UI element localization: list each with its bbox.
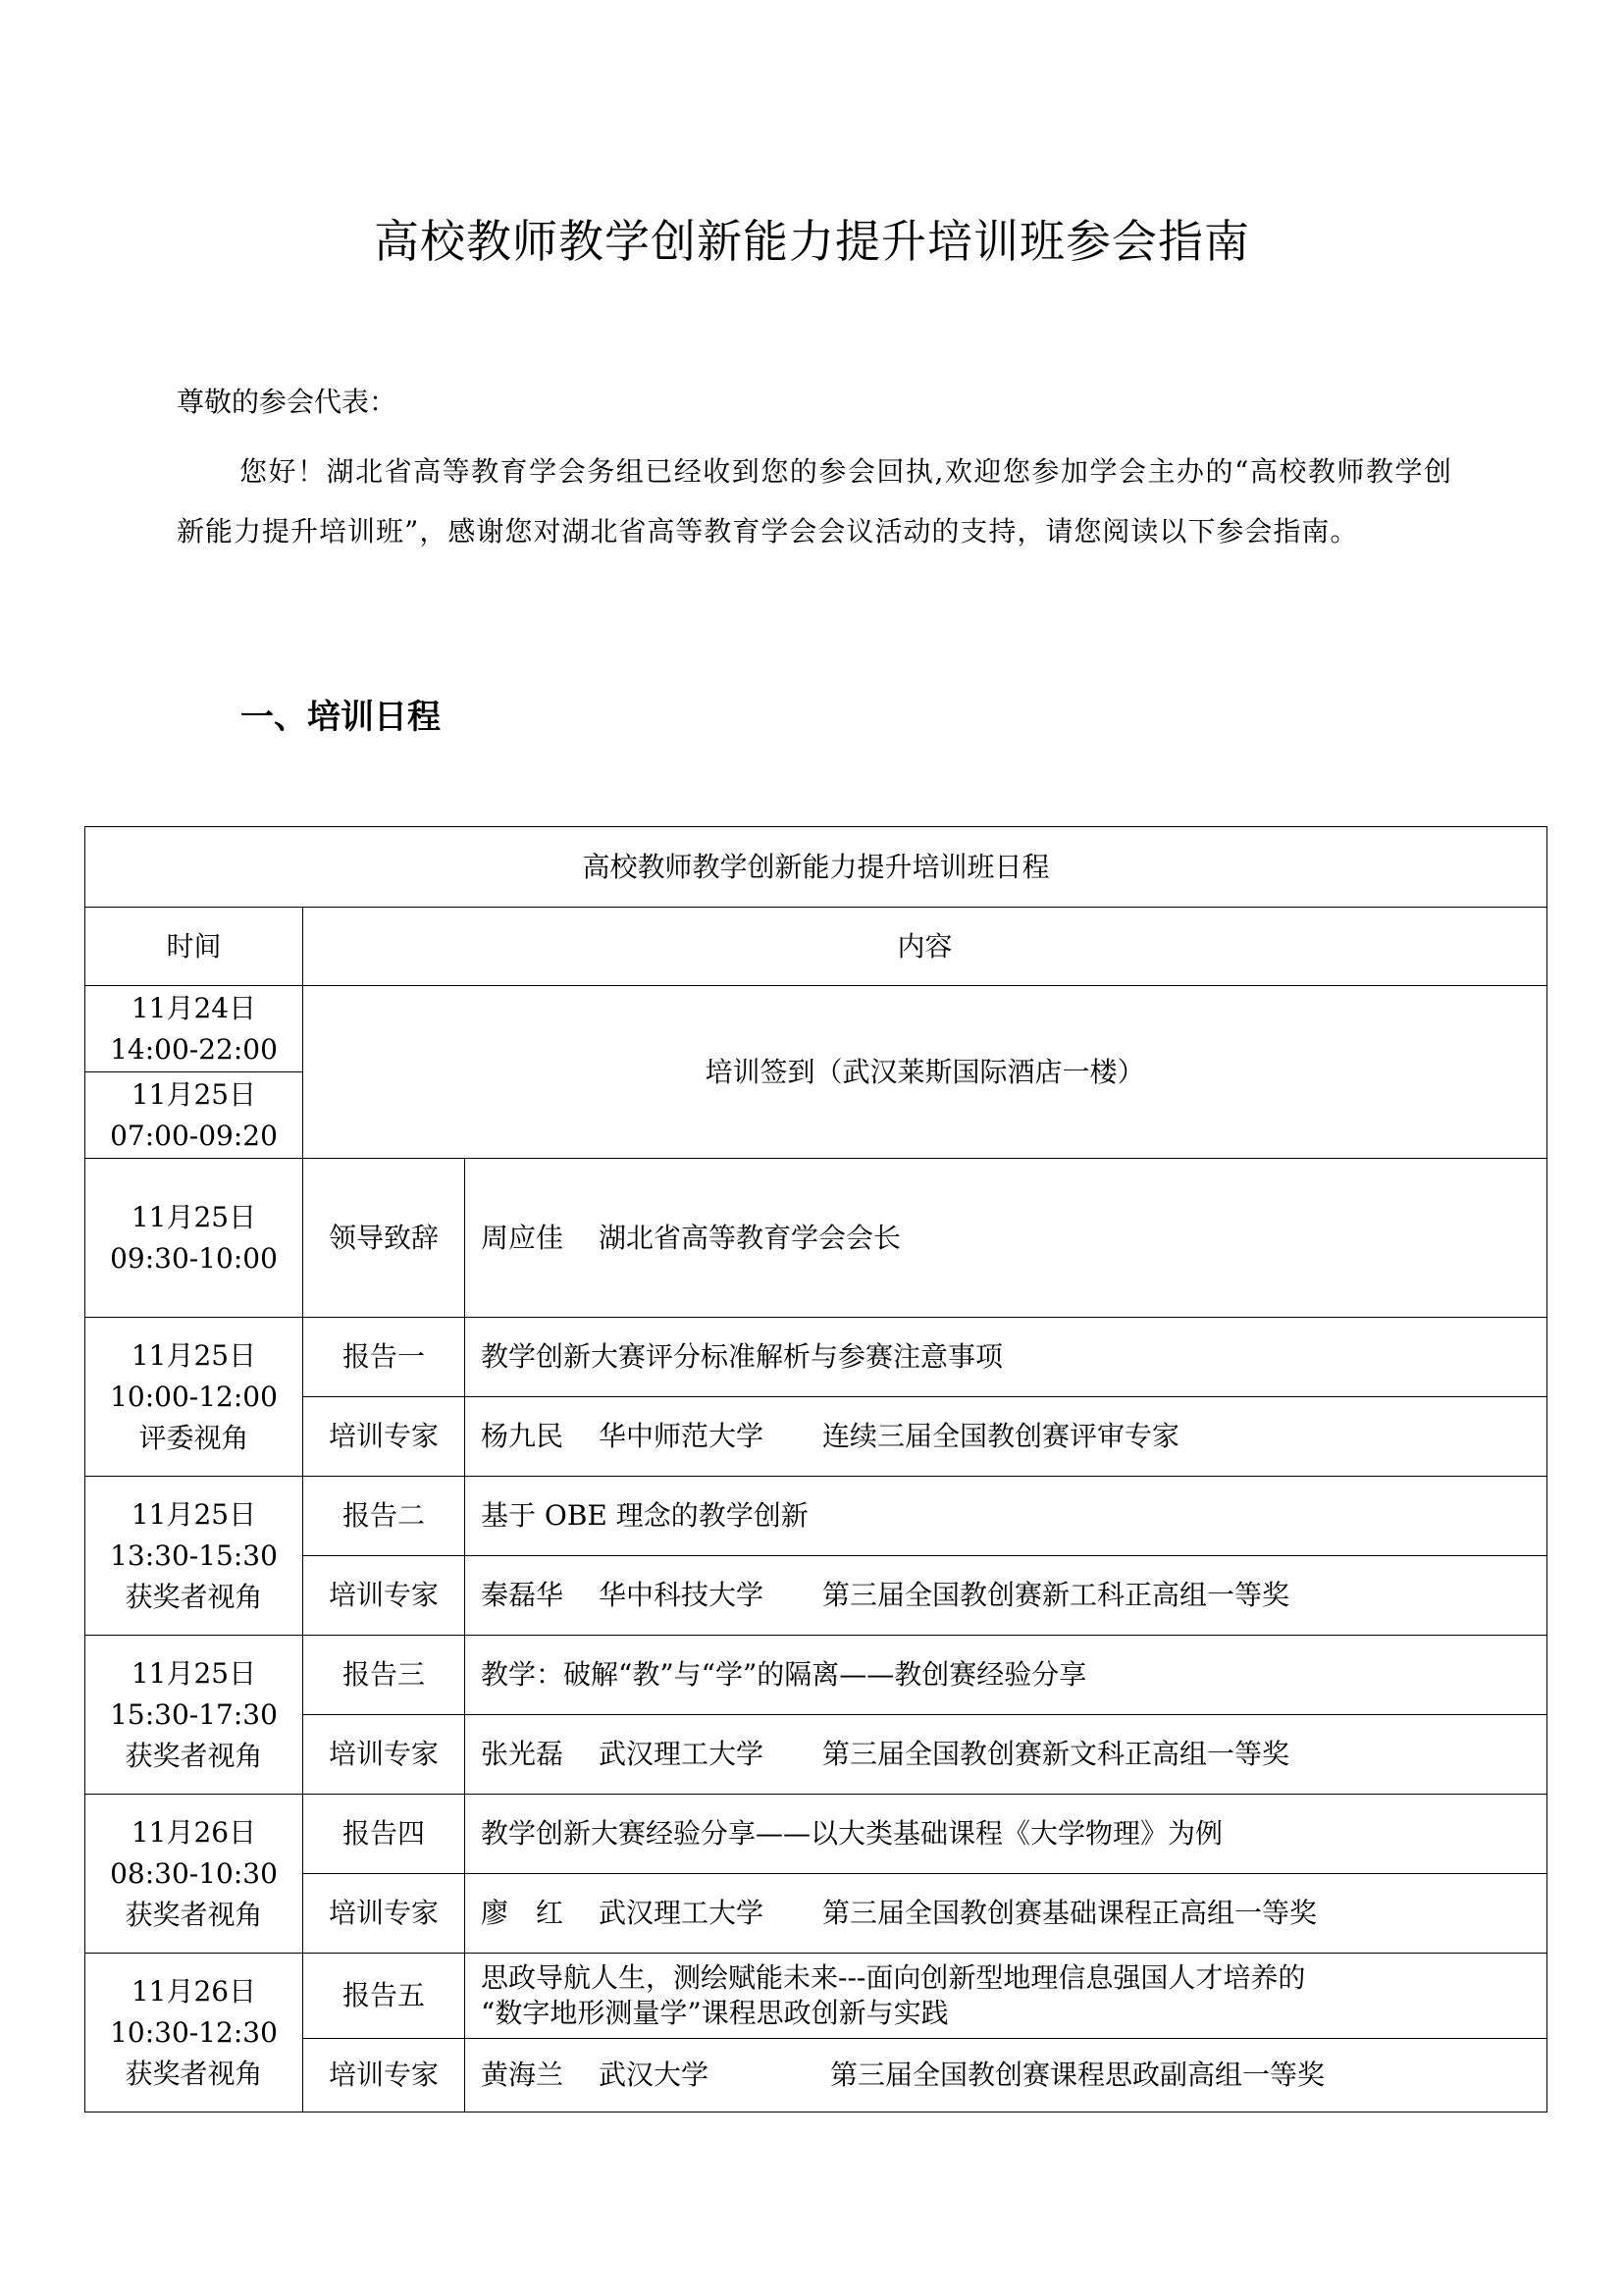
header-time: 时间: [85, 908, 303, 986]
expert-label: 培训专家: [303, 1874, 465, 1954]
report-topic: 基于 OBE 理念的教学创新: [465, 1477, 1547, 1556]
time-range: 13:30-15:30: [110, 1539, 278, 1572]
opening-time: [85, 1159, 303, 1318]
header-content: 内容: [303, 908, 1547, 986]
expert-title: 第三届全国教创赛基础课程正高组一等奖: [822, 1897, 1318, 1929]
report-topic: 教学：破解“教”与“学”的隔离——教创赛经验分享: [465, 1636, 1547, 1715]
expert-info: [465, 1397, 1547, 1477]
opening-label: 领导致辞: [303, 1159, 465, 1318]
report-label: 报告三: [303, 1636, 465, 1715]
expert-org: 华中师范大学: [599, 1420, 764, 1452]
expert-name: 张光磊: [481, 1738, 564, 1770]
session-time: [85, 1954, 303, 2112]
session-time: [85, 1636, 303, 1795]
intro-paragraph: 您好！湖北省高等教育学会务组已经收到您的参会回执,欢迎您参加学会主办的“高校教师教学创新能力提升培训班”，感谢您对湖北省高等教育学会会议活动的支持，请您阅读以下参会指南。: [177, 455, 1452, 548]
page-title: 高校教师教学创新能力提升培训班参会指南: [374, 215, 1250, 268]
opening-content: [465, 1159, 1547, 1318]
perspective: 获奖者视角: [125, 1898, 263, 1931]
time-range: 15:30-17:30: [110, 1697, 278, 1731]
expert-label: 培训专家: [303, 2039, 465, 2112]
time-range: 14:00-22:00: [110, 1032, 278, 1066]
perspective: 获奖者视角: [125, 1580, 263, 1613]
signin-time-2: [85, 1072, 303, 1159]
time-range: 08:30-10:30: [110, 1856, 278, 1890]
signin-time-1: [85, 986, 303, 1072]
expert-title: 第三届全国教创赛课程思政副高组一等奖: [830, 2059, 1326, 2091]
date: 11月26日: [131, 1815, 257, 1849]
expert-title: 连续三届全国教创赛评审专家: [822, 1420, 1180, 1452]
time-range: 10:00-12:00: [110, 1380, 278, 1413]
perspective: 评委视角: [138, 1421, 249, 1454]
expert-org: 武汉大学: [599, 2059, 709, 2091]
schedule-table: [84, 826, 1547, 2112]
section-heading: 一、培训日程: [240, 698, 441, 737]
speaker-title: 湖北省高等教育学会会长: [599, 1221, 902, 1254]
speaker-name: 周应佳: [481, 1221, 564, 1254]
expert-label: 培训专家: [303, 1715, 465, 1795]
date: 11月25日: [131, 1497, 257, 1531]
report-topic: 教学创新大赛评分标准解析与参赛注意事项: [465, 1318, 1547, 1397]
date: 11月25日: [131, 1077, 257, 1111]
expert-org: 武汉理工大学: [599, 1738, 764, 1770]
session-time: [85, 1477, 303, 1636]
expert-org: 华中科技大学: [599, 1579, 764, 1611]
report-topic: 教学创新大赛经验分享——以大类基础课程《大学物理》为例: [465, 1795, 1547, 1874]
expert-title: 第三届全国教创赛新文科正高组一等奖: [822, 1738, 1290, 1770]
date: 11月25日: [131, 1656, 257, 1690]
report-label: 报告一: [303, 1318, 465, 1397]
table-title: 高校教师教学创新能力提升培训班日程: [85, 827, 1547, 908]
expert-label: 培训专家: [303, 1397, 465, 1477]
expert-info: [465, 1556, 1547, 1636]
expert-title: 第三届全国教创赛新工科正高组一等奖: [822, 1579, 1290, 1611]
date: 11月25日: [131, 1338, 257, 1372]
date: 11月26日: [131, 1974, 257, 2008]
session-time: [85, 1318, 303, 1477]
perspective: 获奖者视角: [125, 2057, 263, 2090]
report-label: 报告二: [303, 1477, 465, 1556]
report-label: 报告四: [303, 1795, 465, 1874]
expert-info: [465, 1874, 1547, 1954]
report-topic-line: “数字地形测量学”课程思政创新与实践: [481, 1997, 949, 2029]
expert-name: 廖 红: [481, 1897, 564, 1929]
signin-content: 培训签到（武汉莱斯国际酒店一楼）: [303, 986, 1547, 1159]
perspective: 获奖者视角: [125, 1739, 263, 1772]
time-range: 07:00-09:20: [110, 1119, 278, 1152]
report-topic-line: 思政导航人生，测绘赋能未来---面向创新型地理信息强国人才培养的: [481, 1961, 1306, 1994]
expert-name: 黄海兰: [481, 2059, 564, 2091]
salutation: 尊敬的参会代表：: [177, 386, 397, 418]
expert-label: 培训专家: [303, 1556, 465, 1636]
time-range: 10:30-12:30: [110, 2015, 278, 2049]
date: 11月25日: [131, 1200, 257, 1233]
date: 11月24日: [131, 991, 257, 1024]
expert-org: 武汉理工大学: [599, 1897, 764, 1929]
expert-name: 杨九民: [481, 1420, 564, 1452]
expert-name: 秦磊华: [481, 1579, 564, 1611]
report-topic: [465, 1954, 1547, 2039]
expert-info: [465, 2039, 1547, 2112]
expert-info: [465, 1715, 1547, 1795]
session-time: [85, 1795, 303, 1954]
time-range: 09:30-10:00: [110, 1241, 278, 1275]
report-label: 报告五: [303, 1954, 465, 2039]
